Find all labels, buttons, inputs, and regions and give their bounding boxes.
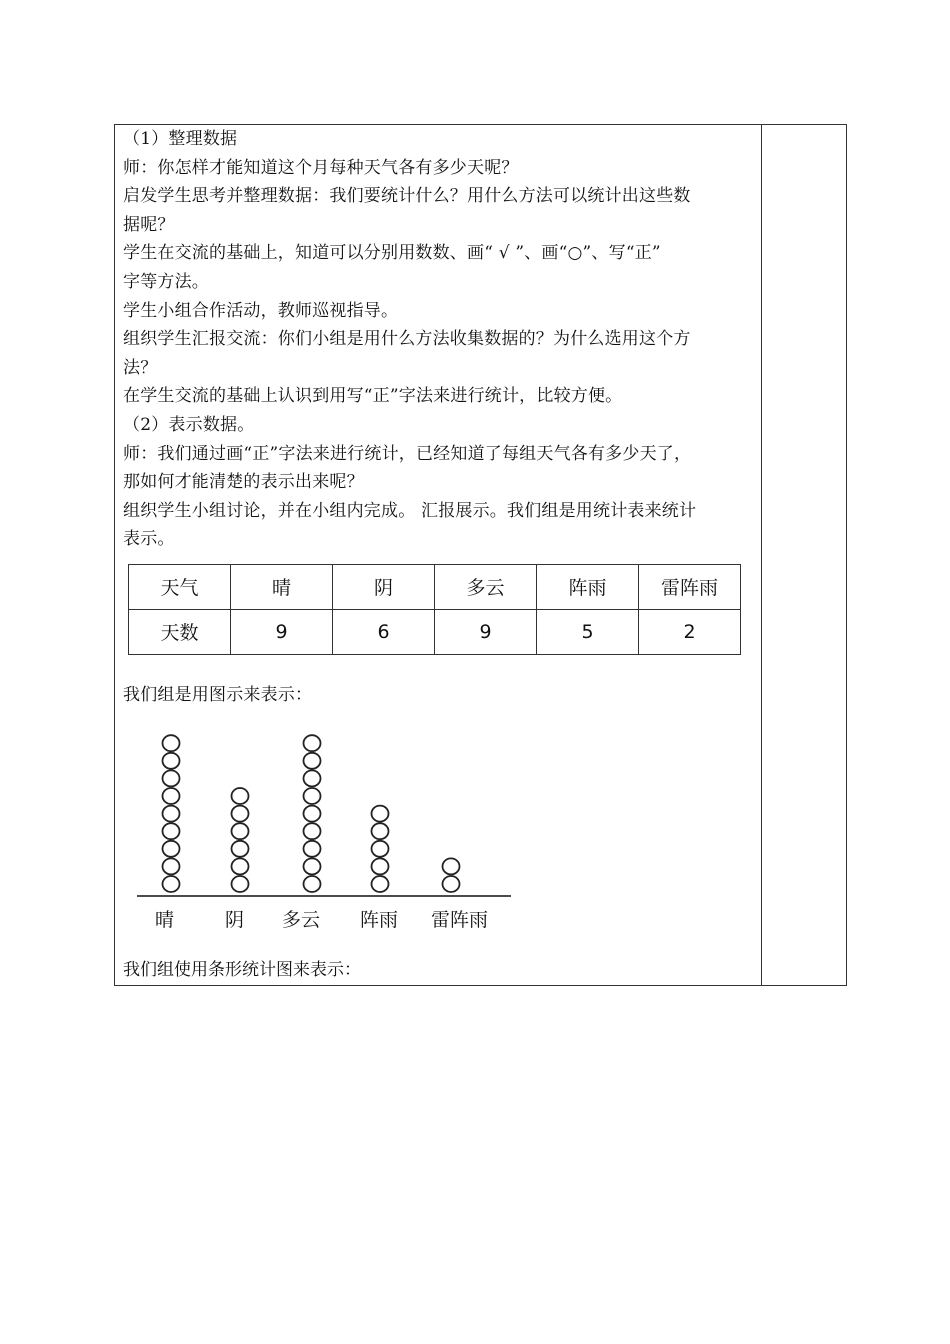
table-cell: 阴: [333, 564, 435, 609]
pictograph-caption: 我们组是用图示来表示：: [123, 684, 313, 705]
pictograph-circle: [163, 735, 180, 751]
table-header-row: [129, 564, 741, 609]
pictograph-circle: [372, 823, 389, 839]
table-cell: 晴: [231, 564, 333, 609]
table-cell: 5: [537, 609, 639, 654]
pictograph-circle: [443, 858, 460, 874]
pictograph-circle: [304, 788, 321, 804]
pictograph-circle: [304, 805, 321, 821]
text-line: 师：你怎样才能知道这个月每种天气各有多少天呢？: [123, 157, 519, 178]
pictograph-circle: [304, 858, 321, 874]
pictograph-circle: [163, 823, 180, 839]
text-line: 学生在交流的基础上，知道可以分别用数数、画“ √ ”、画“○”、写“正”: [123, 243, 661, 264]
pictograph-circle: [163, 876, 180, 892]
pictograph-circle: [163, 805, 180, 821]
text-line: 据呢？: [123, 214, 175, 235]
table-cell: 9: [231, 609, 333, 654]
text-line: 学生小组合作活动，教师巡视指导。: [123, 300, 399, 321]
pictograph-circle: [304, 770, 321, 786]
table-cell: 雷阵雨: [639, 564, 741, 609]
table-cell: 2: [639, 609, 741, 654]
pictograph-circle: [443, 876, 460, 892]
table-row: [129, 609, 741, 654]
pictograph-circle: [232, 858, 249, 874]
pictograph-circle: [304, 735, 321, 751]
lesson-content: [123, 125, 755, 948]
pictograph-circle: [163, 788, 180, 804]
category-label: 阴: [225, 908, 245, 931]
pictograph-circle: [163, 770, 180, 786]
pictograph-circle: [304, 840, 321, 856]
category-label: 晴: [155, 908, 175, 931]
category-label: 雷阵雨: [431, 908, 489, 931]
pictograph-circle: [232, 823, 249, 839]
pictograph-circle: [232, 788, 249, 804]
category-label: 多云: [282, 908, 321, 931]
text-line: （2）表示数据。: [123, 414, 255, 435]
pictograph-circle: [372, 876, 389, 892]
pictograph-circle: [304, 823, 321, 839]
pictograph-circle: [163, 752, 180, 768]
pictograph-circle: [163, 858, 180, 874]
text-line: （1）整理数据: [123, 129, 238, 149]
pictograph-circle: [372, 858, 389, 874]
text-line: 表示。: [123, 529, 175, 550]
table-cell: 9: [435, 609, 537, 654]
pictograph-circle: [372, 840, 389, 856]
text-line: 法？: [123, 357, 158, 378]
category-label: 阵雨: [360, 908, 399, 931]
pictograph-circle: [304, 876, 321, 892]
text-line: 那如何才能清楚的表示出来呢？: [123, 472, 364, 493]
pictograph-circle: [163, 840, 180, 856]
weather-stats-table: [128, 564, 741, 655]
table-cell: 天气: [129, 564, 231, 609]
table-cell: 6: [333, 609, 435, 654]
bar-chart-caption: 我们组使用条形统计图来表示：: [123, 960, 361, 980]
text-line: 启发学生思考并整理数据：我们要统计什么？用什么方法可以统计出这些数: [123, 186, 691, 207]
column-divider: [761, 125, 762, 985]
pictograph-circle: [232, 805, 249, 821]
text-line: 字等方法。: [123, 271, 209, 292]
table-cell: 天数: [129, 609, 231, 654]
pictograph-circle: [232, 876, 249, 892]
pictograph-circle: [304, 752, 321, 768]
pictograph-circle: [372, 805, 389, 821]
pictograph-chart: [123, 716, 523, 948]
table-cell: 阵雨: [537, 564, 639, 609]
text-line: 组织学生汇报交流：你们小组是用什么方法收集数据的？为什么选用这个方: [123, 329, 691, 350]
text-line: 组织学生小组讨论，并在小组内完成。 汇报展示。我们组是用统计表来统计: [123, 500, 697, 521]
text-line: 师：我们通过画“正”字法来进行统计，已经知道了每组天气各有多少天了，: [123, 443, 692, 464]
text-line: 在学生交流的基础上认识到用写“正”字法来进行统计，比较方便。: [123, 386, 623, 407]
lesson-table-frame: [114, 124, 847, 986]
table-cell: 多云: [435, 564, 537, 609]
pictograph-circle: [232, 840, 249, 856]
